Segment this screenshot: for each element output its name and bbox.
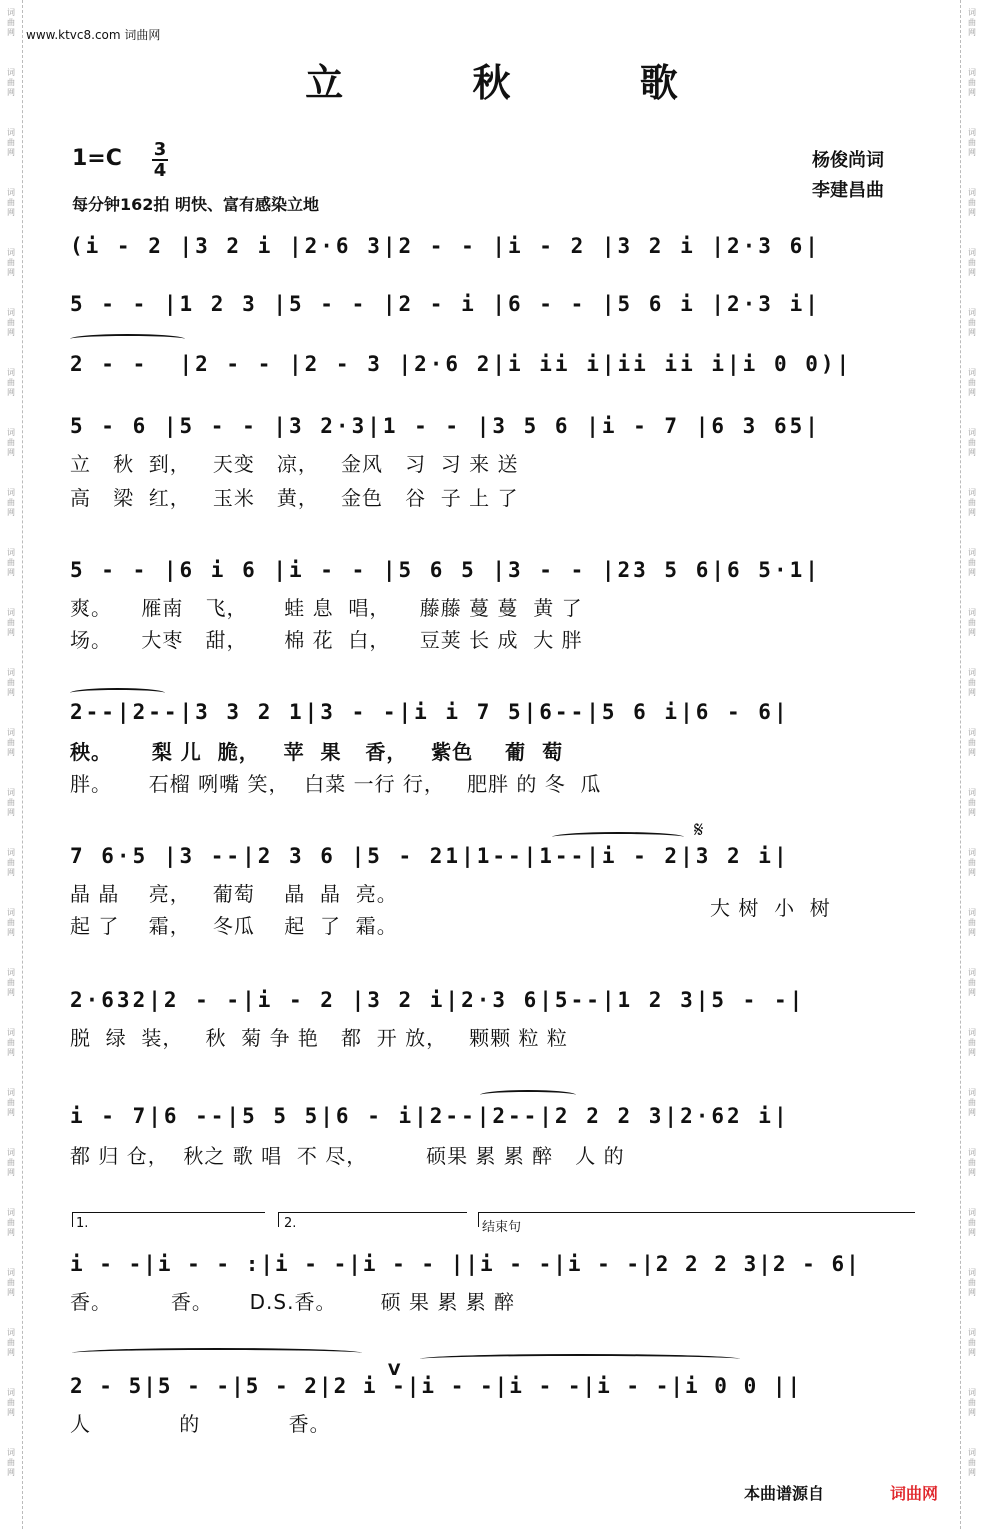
side-watermark: 词 曲 网 bbox=[7, 1328, 15, 1357]
side-watermark: 词 曲 网 bbox=[7, 1088, 15, 1117]
site-url: www.ktvc8.com 词曲网 bbox=[26, 28, 161, 42]
tempo-marking: 每分钟162拍 明快、富有感染立地 bbox=[72, 195, 319, 214]
side-watermark: 词 曲 网 bbox=[968, 1148, 976, 1177]
notation-row-3: 2 - - |2 - - |2 - 3 |2·6 2|i ii i|ii ii i|i 0 0)| bbox=[70, 352, 853, 376]
tie-arc bbox=[70, 688, 165, 698]
time-signature bbox=[152, 140, 168, 180]
notation-row-1: (i - 2 |3 2 i |2·6 3|2 - - |i - 2 |3 2 i |2·3 6| bbox=[70, 234, 821, 258]
side-watermark: 词 曲 网 bbox=[7, 68, 15, 97]
lyrics-row-7b: 起 了 霜， 冬瓜 起 了 霜。 bbox=[70, 914, 398, 938]
side-watermark: 词 曲 网 bbox=[968, 308, 976, 337]
side-watermark: 词 曲 网 bbox=[7, 248, 15, 277]
side-watermark: 词 曲 网 bbox=[968, 668, 976, 697]
key-signature: 1=C bbox=[72, 146, 122, 171]
side-watermark: 词 曲 网 bbox=[7, 1028, 15, 1057]
lyrics-row-5a: 爽。 雁南 飞， 蛙 息 唱， 藤藤 蔓 蔓 黄 了 bbox=[70, 596, 583, 620]
side-watermark: 词 曲 网 bbox=[7, 1448, 15, 1477]
side-watermark: 词 曲 网 bbox=[7, 1268, 15, 1297]
side-watermark: 词 曲 网 bbox=[7, 968, 15, 997]
lyrics-row-11: 人 的 香。 bbox=[70, 1412, 331, 1436]
side-watermark: 词 曲 网 bbox=[7, 608, 15, 637]
side-watermark: 词 曲 网 bbox=[7, 788, 15, 817]
lyrics-row-6b: 胖。 石榴 咧嘴 笑， 白菜 一行 行， 肥胖 的 冬 瓜 bbox=[70, 772, 602, 796]
side-watermark: 词 曲 网 bbox=[968, 1208, 976, 1237]
side-watermark: 词 曲 网 bbox=[968, 128, 976, 157]
side-watermark: 词 曲 网 bbox=[7, 548, 15, 577]
notation-row-2: 5 - - |1 2 3 |5 - - |2 - i |6 - - |5 6 i |2·3 i| bbox=[70, 292, 821, 316]
volta-1-bracket bbox=[72, 1212, 265, 1227]
side-watermark: 词 曲 网 bbox=[7, 1148, 15, 1177]
side-watermark: 词 曲 网 bbox=[968, 908, 976, 937]
side-watermark: 词 曲 网 bbox=[968, 968, 976, 997]
side-watermark: 词 曲 网 bbox=[968, 788, 976, 817]
lyrics-row-7c: 大 树 小 树 bbox=[710, 896, 831, 920]
song-title: 立 秋 歌 bbox=[305, 60, 736, 105]
tie-arc bbox=[72, 1348, 362, 1358]
notation-row-5: 5 - - |6 i 6 |i - - |5 6 5 |3 - - |23 5 6|6 5·1| bbox=[70, 558, 821, 582]
side-watermark: 词 曲 网 bbox=[7, 308, 15, 337]
lyrics-row-7a: 晶 晶 亮， 葡萄 晶 晶 亮。 bbox=[70, 882, 398, 906]
lyrics-row-8: 脱 绿 装， 秋 菊 争 艳 都 开 放， 颗颗 粒 粒 bbox=[70, 1026, 568, 1050]
side-watermark: 词 曲 网 bbox=[968, 248, 976, 277]
side-watermark: 词 曲 网 bbox=[968, 848, 976, 877]
side-watermark: 词 曲 网 bbox=[968, 68, 976, 97]
side-watermark: 词 曲 网 bbox=[968, 1088, 976, 1117]
side-watermark: 词 曲 网 bbox=[968, 1388, 976, 1417]
lyrics-row-9: 都 归 仓， 秋之 歌 唱 不 尽， 硕果 累 累 醉 人 的 bbox=[70, 1144, 625, 1168]
side-watermark: 词 曲 网 bbox=[968, 548, 976, 577]
tie-arc bbox=[420, 1354, 740, 1364]
side-watermark: 词 曲 网 bbox=[968, 8, 976, 37]
side-watermark: 词 曲 网 bbox=[968, 1448, 976, 1477]
side-watermark: 词 曲 网 bbox=[968, 488, 976, 517]
side-watermark: 词 曲 网 bbox=[968, 428, 976, 457]
notation-row-7: 7 6·5 |3 --|2 3 6 |5 - 21|1--|1--|i - 2|3 2 i| bbox=[70, 844, 790, 868]
volta-1-label: 1. bbox=[76, 1216, 89, 1231]
ending-label: 结束句 bbox=[482, 1220, 522, 1235]
side-watermark: 词 曲 网 bbox=[968, 188, 976, 217]
side-watermark: 词 曲 网 bbox=[7, 188, 15, 217]
notation-row-4: 5 - 6 |5 - - |3 2·3|1 - - |3 5 6 |i - 7 |6 3 65| bbox=[70, 414, 821, 438]
lyricist: 杨俊尚词 bbox=[812, 150, 884, 171]
notation-row-11: 2 - 5|5 - -|5 - 2|2 i -|i - -|i - -|i - -|i 0 0 || bbox=[70, 1374, 803, 1398]
segno-sign: 𝄋 bbox=[694, 818, 704, 843]
lyrics-row-5b: 场。 大枣 甜， 棉 花 白， 豆荚 长 成 大 胖 bbox=[70, 628, 583, 652]
footer-site-link[interactable]: 词曲网 bbox=[890, 1484, 939, 1503]
side-watermark: 词 曲 网 bbox=[7, 368, 15, 397]
footer-source-text: 本曲谱源自 bbox=[744, 1484, 825, 1503]
right-watermark-strip bbox=[960, 0, 983, 1529]
tie-arc bbox=[552, 832, 684, 842]
side-watermark: 词 曲 网 bbox=[7, 848, 15, 877]
side-watermark: 词 曲 网 bbox=[968, 368, 976, 397]
side-watermark: 词 曲 网 bbox=[7, 428, 15, 457]
lyrics-row-4b: 高 梁 红， 玉米 黄， 金色 谷 子 上 了 bbox=[70, 486, 519, 510]
notation-row-10: i - -|i - - :|i - -|i - - ||i - -|i - -|2 2 2 3|2 - 6| bbox=[70, 1252, 861, 1276]
side-watermark: 词 曲 网 bbox=[7, 1388, 15, 1417]
ending-bracket bbox=[478, 1212, 915, 1227]
side-watermark: 词 曲 网 bbox=[968, 1328, 976, 1357]
side-watermark: 词 曲 网 bbox=[7, 728, 15, 757]
side-watermark: 词 曲 网 bbox=[7, 8, 15, 37]
left-watermark-strip bbox=[0, 0, 23, 1529]
notation-row-9: i - 7|6 --|5 5 5|6 - i|2--|2--|2 2 2 3|2·62 i| bbox=[70, 1104, 790, 1128]
tie-arc bbox=[480, 1090, 576, 1100]
side-watermark: 词 曲 网 bbox=[968, 608, 976, 637]
meter-bottom: 4 bbox=[153, 160, 167, 181]
side-watermark: 词 曲 网 bbox=[7, 668, 15, 697]
meter-top: 3 bbox=[153, 139, 167, 160]
side-watermark: 词 曲 网 bbox=[7, 1208, 15, 1237]
breath-mark: V bbox=[388, 1360, 401, 1379]
volta-2-label: 2. bbox=[284, 1216, 297, 1231]
side-watermark: 词 曲 网 bbox=[968, 1268, 976, 1297]
side-watermark: 词 曲 网 bbox=[968, 1028, 976, 1057]
composer: 李建昌曲 bbox=[812, 180, 884, 201]
side-watermark: 词 曲 网 bbox=[7, 128, 15, 157]
lyrics-row-4a: 立 秋 到， 天变 凉， 金风 习 习 来 送 bbox=[70, 452, 519, 476]
notation-row-8: 2·632|2 - -|i - 2 |3 2 i|2·3 6|5--|1 2 3|5 - -| bbox=[70, 988, 806, 1012]
tie-arc bbox=[70, 334, 185, 344]
lyrics-row-10: 香。 香。 D.S.香。 硕 果 累 累 醉 bbox=[70, 1290, 516, 1314]
volta-2-bracket bbox=[278, 1212, 467, 1227]
notation-row-6: 2--|2--|3 3 2 1|3 - -|i i 7 5|6--|5 6 i|6 - 6| bbox=[70, 700, 790, 724]
lyrics-row-6a: 秧。 梨 儿 脆， 苹 果 香， 紫色 葡 萄 bbox=[70, 740, 564, 764]
side-watermark: 词 曲 网 bbox=[968, 728, 976, 757]
side-watermark: 词 曲 网 bbox=[7, 488, 15, 517]
side-watermark: 词 曲 网 bbox=[7, 908, 15, 937]
